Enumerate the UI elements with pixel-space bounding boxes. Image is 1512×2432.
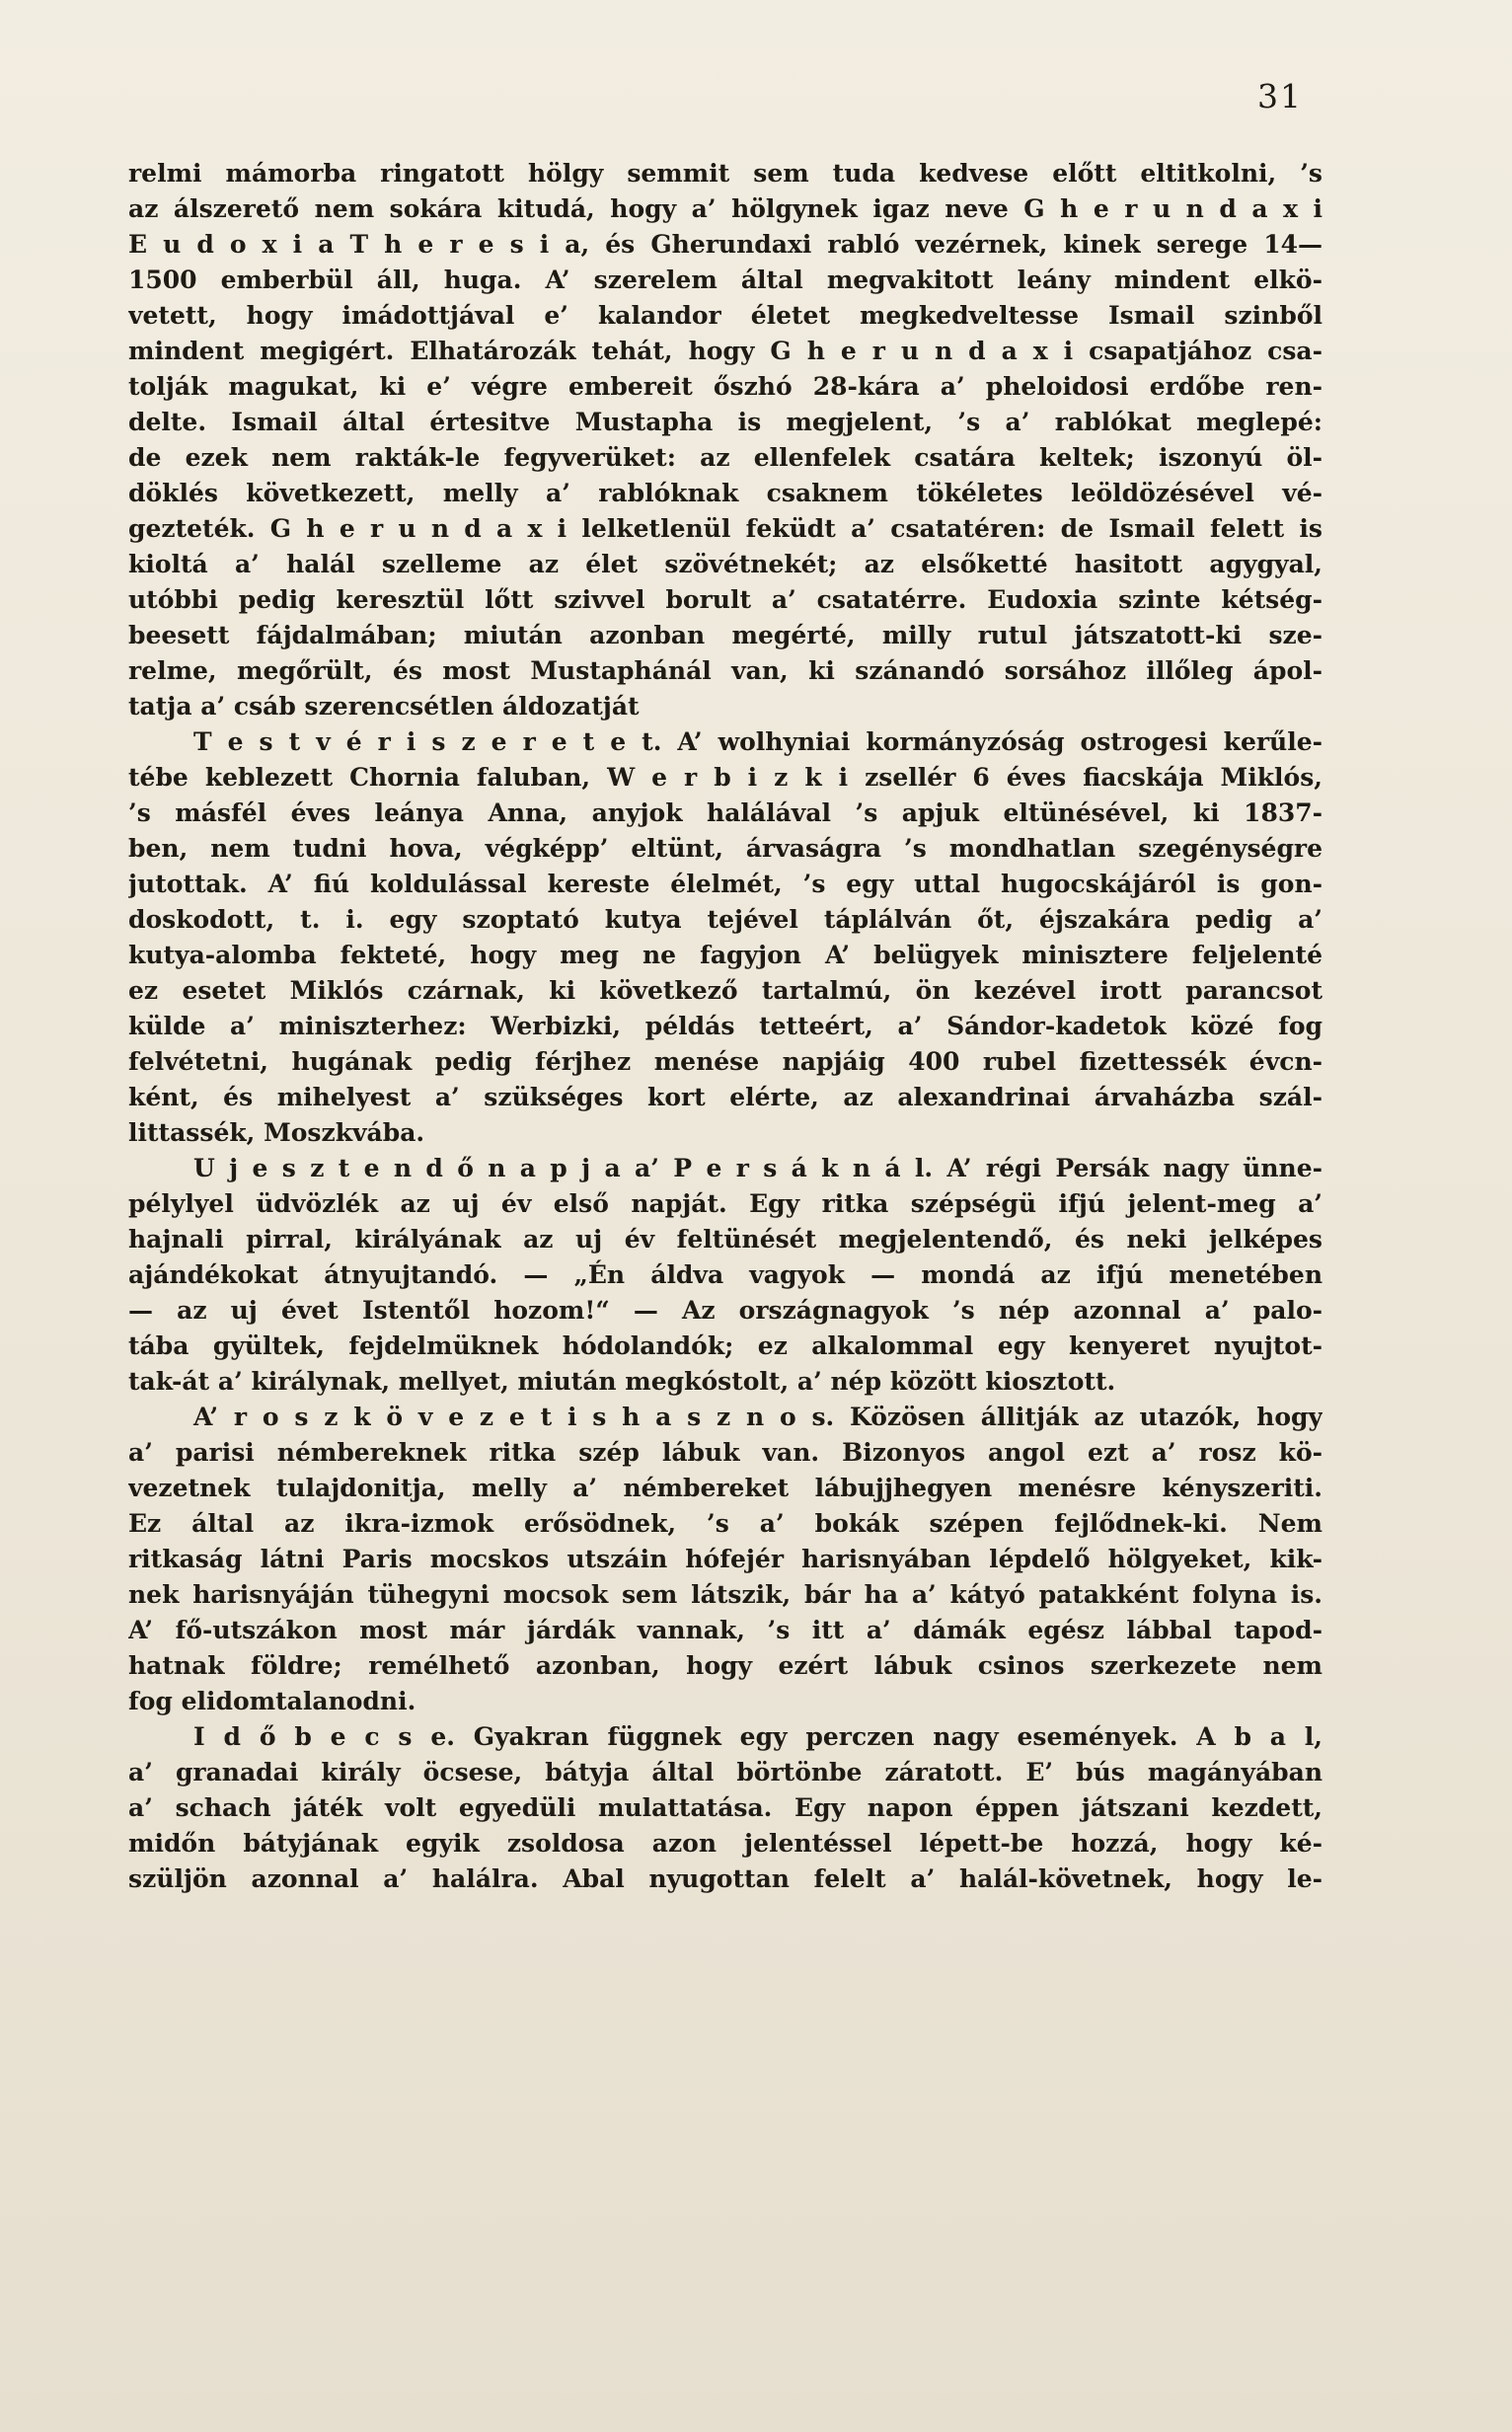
text-line: ben, nem tudni hova, végképp’ eltünt, árvaságra ’s mondhatlan szegénységre	[128, 834, 1323, 863]
text-line: littassék, Moszkvába.	[128, 1118, 425, 1147]
text-line: a’ granadai király öcsese, bátyja által börtönbe záratott. E’ bús magányában	[128, 1758, 1323, 1786]
text-line: pélylyel üdvözlék az uj év első napját. Egy ritka szépségü ifjú jelent-meg a’	[128, 1189, 1323, 1218]
text-line: kioltá a’ halál szelleme az élet szövétnekét; az elsőketté hasitott agygyal,	[128, 550, 1323, 578]
text-line: 1500 emberbül áll, huga. A’ szerelem által megvakitott leány mindent elkö-	[128, 266, 1323, 294]
text-line: relmi mámorba ringatott hölgy semmit sem tuda kedvese előtt eltitkolni, ’s	[128, 159, 1323, 188]
text-line: A’ r o s z k ö v e z e t i s h a s z n o s. Közösen állitják az utazók, hogy	[193, 1403, 1323, 1431]
text-line: külde a’ miniszterhez: Werbizki, példás tetteért, a’ Sándor-kadetok közé fog	[128, 1012, 1323, 1040]
text-line: kutya-alomba fekteté, hogy meg ne fagyjon A’ belügyek minisztere feljelenté	[128, 941, 1323, 969]
text-line: midőn bátyjának egyik zsoldosa azon jelentéssel lépett-be hozzá, hogy ké-	[128, 1829, 1323, 1858]
text-line: a’ parisi némbereknek ritka szép lábuk van. Bizonyos angol ezt a’ rosz kö-	[128, 1438, 1323, 1467]
text-line: tébe keblezett Chornia faluban, W e r b i z k i zsellér 6 éves fiacskája Miklós,	[128, 763, 1323, 792]
text-line: tolják magukat, ki e’ végre embereit őszhó 28-kára a’ pheloidosi erdőbe ren-	[128, 372, 1323, 401]
text-line: szüljön azonnal a’ halálra. Abal nyugottan felelt a’ halál-követnek, hogy le-	[128, 1864, 1323, 1893]
text-line: de ezek nem rakták-le fegyverüket: az ellenfelek csatára keltek; iszonyú öl-	[128, 443, 1323, 472]
text-line: tatja a’ csáb szerencsétlen áldozatját	[128, 692, 640, 721]
text-line: döklés következett, melly a’ rablóknak csaknem tökéletes leöldözésével vé-	[128, 479, 1323, 507]
text-line: relme, megőrült, és most Mustaphánál van, ki szánandó sorsához illőleg ápol-	[128, 656, 1323, 685]
text-line: ritkaság látni Paris mocskos utszáin hófejér harisnyában lépdelő hölgyeket, kik-	[128, 1545, 1323, 1573]
text-line: hatnak földre; remélhető azonban, hogy ezért lábuk csinos szerkezete nem	[128, 1651, 1323, 1680]
text-line: tak-át a’ királynak, mellyet, miután megkóstolt, a’ nép között kiosztott.	[128, 1367, 1116, 1396]
text-line: jutottak. A’ fiú koldulással kereste élelmét, ’s egy uttal hugocskájáról is gon-	[128, 870, 1323, 898]
text-line: Ez által az ikra-izmok erősödnek, ’s a’ bokák szépen fejlődnek-ki. Nem	[128, 1509, 1323, 1538]
text-line: a’ schach játék volt egyedüli mulattatása. Egy napon éppen játszani kezdett,	[128, 1793, 1323, 1822]
text-line: E u d o x i a T h e r e s i a, és Gherundaxi rabló vezérnek, kinek serege 14—	[128, 230, 1323, 259]
text-line: hajnali pirral, királyának az uj év feltünését megjelentendő, és neki jelképes	[128, 1225, 1323, 1254]
text-line: vezetnek tulajdonitja, melly a’ némbereket lábujjhegyen menésre kényszeriti.	[128, 1474, 1323, 1502]
body-text	[128, 156, 1323, 1897]
text-line: ként, és mihelyest a’ szükséges kort elérte, az alexandrinai árvaházba szál-	[128, 1083, 1323, 1111]
text-line: az álszerető nem sokára kitudá, hogy a’ hölgynek igaz neve G h e r u n d a x i	[128, 194, 1323, 223]
text-line: ’s másfél éves leánya Anna, anyjok halálával ’s apjuk eltünésével, ki 1837-	[128, 798, 1323, 827]
text-line: U j e s z t e n d ő n a p j a a’ P e r s á k n á l. A’ régi Persák nagy ünne-	[193, 1154, 1323, 1182]
text-line: gezteték. G h e r u n d a x i lelketlenül feküdt a’ csatatéren: de Ismail felett is	[128, 514, 1323, 543]
text-line: mindent megigért. Elhatározák tehát, hogy G h e r u n d a x i csapatjához csa-	[128, 337, 1323, 365]
text-line: utóbbi pedig keresztül lőtt szivvel borult a’ csatatérre. Eudoxia szinte kétség-	[128, 585, 1323, 614]
text-line: T e s t v é r i s z e r e t e t. A’ wolhyniai kormányzóság ostrogesi kerűle-	[193, 727, 1323, 756]
text-line: vetett, hogy imádottjával e’ kalandor életet megkedveltesse Ismail szinből	[128, 301, 1323, 330]
text-line: ez esetet Miklós czárnak, ki következő tartalmú, ön kezével irott parancsot	[128, 976, 1323, 1005]
text-line: I d ő b e c s e. Gyakran függnek egy perczen nagy események. A b a l,	[193, 1722, 1323, 1751]
text-line: — az uj évet Istentől hozom!“ — Az országnagyok ’s nép azonnal a’ palo-	[128, 1296, 1323, 1325]
text-line: delte. Ismail által értesitve Mustapha is megjelent, ’s a’ rablókat meglepé:	[128, 408, 1323, 436]
text-line: fog elidomtalanodni.	[128, 1687, 416, 1715]
text-line: doskodott, t. i. egy szoptató kutya tejével táplálván őt, éjszakára pedig a’	[128, 905, 1323, 934]
text-line: nek harisnyáján tühegyni mocsok sem látszik, bár ha a’ kátyó patakként folyna is.	[128, 1580, 1323, 1609]
text-line: tába gyültek, fejdelmüknek hódolandók; ez alkalommal egy kenyeret nyujtot-	[128, 1331, 1323, 1360]
text-line: A’ fő-utszákon most már járdák vannak, ’s itt a’ dámák egész lábbal tapod-	[128, 1616, 1323, 1644]
text-line: beesett fájdalmában; miután azonban megérté, milly rutul játszatott-ki sze-	[128, 621, 1323, 649]
page-number: 31	[1257, 77, 1303, 115]
text-line: felvétetni, hugának pedig férjhez menése napjáig 400 rubel fizettessék évcn-	[128, 1047, 1323, 1076]
text-line: ajándékokat átnyujtandó. — „Én áldva vagyok — mondá az ifjú menetében	[128, 1260, 1323, 1289]
